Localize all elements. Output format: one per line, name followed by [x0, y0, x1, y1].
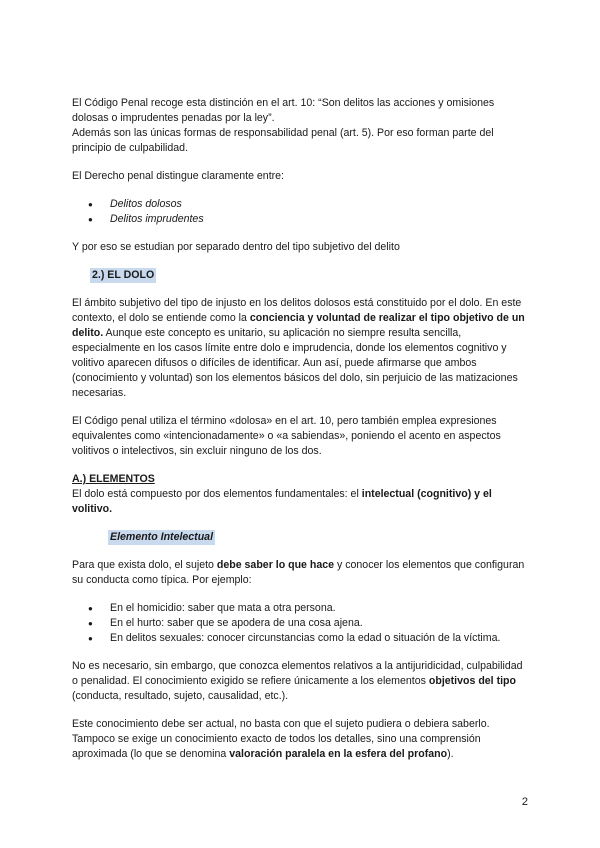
paragraph-termino-dolosa: El Código penal utiliza el término «dolosa» en el art. 10, pero también emplea expresiones equivalentes como «intencionadamente» o «a sabiendas», poniendo el acento en aspectos volitivos o intelectivos, sin excluir ninguno de los dos.	[72, 415, 501, 457]
paragraph-no-es-necesario: No es necesario, sin embargo, que conozca elementos relativos a la antijuridicidad, culpabilidad o penalidad. El conocimiento exigido se refiere únicamente a los elementos objetivos del tipo (conducta, resultado, sujeto, causalidad, etc.).	[72, 660, 523, 702]
section-a-title: A.) ELEMENTOS	[72, 473, 155, 485]
paragraph-distingue: El Derecho penal distingue claramente entre:	[72, 170, 284, 182]
list-item: ● Delitos dolosos	[72, 197, 530, 212]
paragraph-codigo-penal: El Código Penal recoge esta distinción en el art. 10: “Son delitos las acciones y omisiones dolosas o imprudentes penadas por la ley”.	[72, 97, 495, 124]
section-heading-dolo: 2.) EL DOLO	[92, 269, 155, 281]
list-tipos-delito	[72, 197, 530, 227]
paragraph-responsabilidad: Además son las únicas formas de responsabilidad penal (art. 5). Por eso forman parte del principio de culpabilidad.	[72, 127, 494, 154]
paragraph-conocimiento-actual: Este conocimiento debe ser actual, no basta con que el sujeto pudiera o debiera saberlo. Tampoco se exige un conocimiento exacto de todos los detalles, sino una comprensión aproximada (lo que se denomina valoración paralela en la esfera del profano).	[72, 718, 490, 760]
list-item: ● En el homicidio: saber que mata a otra persona.	[72, 601, 530, 616]
paragraph-por-eso: Y por eso se estudian por separado dentro del tipo subjetivo del delito	[72, 241, 400, 253]
list-item: ● En delitos sexuales: conocer circunstancias como la edad o situación de la víctima.	[72, 631, 530, 646]
list-item: ● En el hurto: saber que se apodera de una cosa ajena.	[72, 616, 530, 631]
paragraph-ambito-subjetivo: El ámbito subjetivo del tipo de injusto en los delitos dolosos está constituido por el dolo. En este contexto, el dolo se entiende como la conciencia y voluntad de realizar el tipo objetivo de un delito. Aunque este concepto es unitario, su aplicación no siempre resulta sencilla, especialmente en los casos límite entre dolo e imprudencia, donde los elementos cognitivo y volitivo aparecen difusos o difíciles de identificar. Aun así, puede afirmarse que ambos (conocimiento y voluntad) son los elementos básicos del dolo, sin perjuicio de las matizaciones necesarias.	[72, 297, 525, 399]
document-page	[72, 96, 530, 762]
subheading-elemento-intelectual: Elemento Intelectual	[110, 531, 214, 543]
list-ejemplos	[72, 601, 530, 646]
page-number: 2	[521, 796, 528, 808]
list-item: ● Delitos imprudentes	[72, 212, 530, 227]
paragraph-elementos: El dolo está compuesto por dos elementos fundamentales: el intelectual (cognitivo) y el volitivo.	[72, 488, 492, 515]
paragraph-para-que-exista: Para que exista dolo, el sujeto debe saber lo que hace y conocer los elementos que configuran su conducta como típica. Por ejemplo:	[72, 559, 525, 586]
